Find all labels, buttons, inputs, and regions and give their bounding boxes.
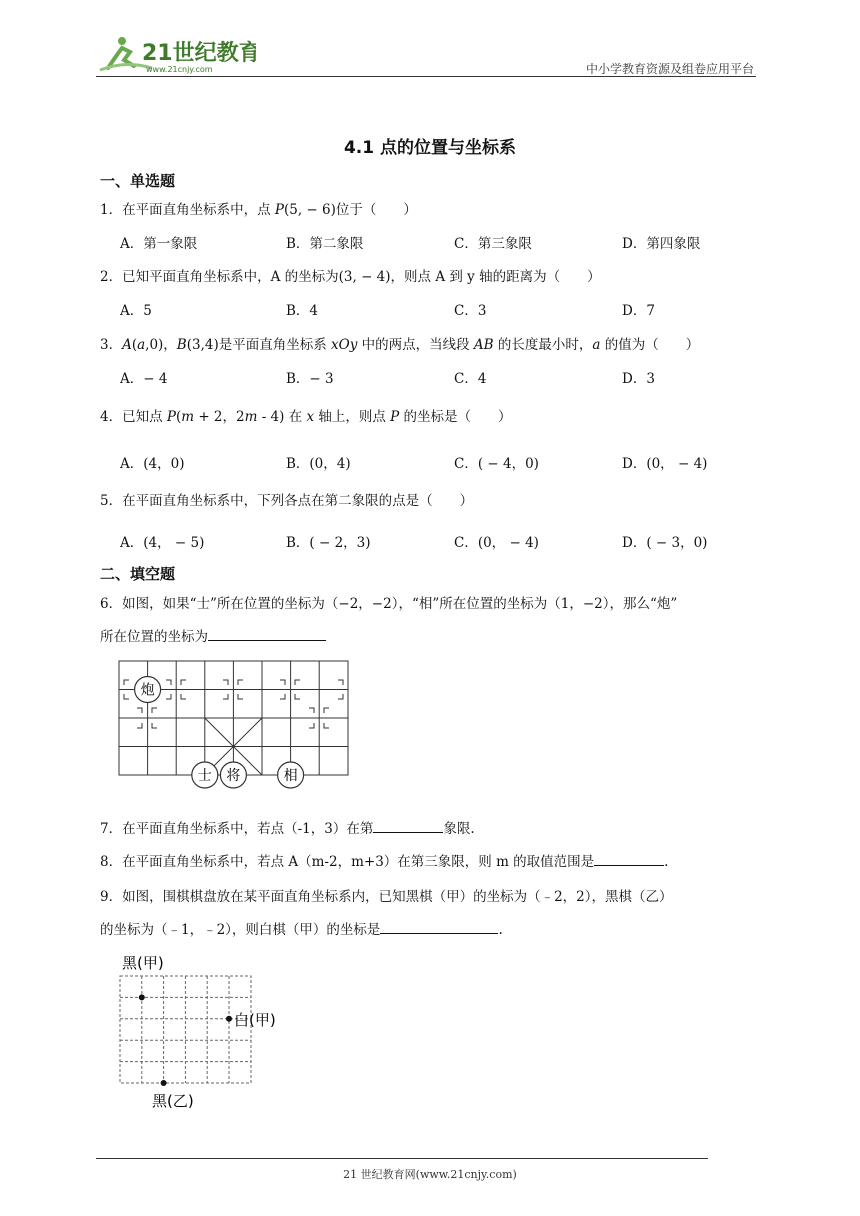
footer-text: 21 世纪教育网(www.21cnjy.com) bbox=[343, 1168, 517, 1181]
label-black-jia: 黑(甲) bbox=[122, 954, 164, 972]
header-divider bbox=[96, 76, 756, 77]
question-7 bbox=[100, 817, 475, 837]
go-board-svg bbox=[110, 950, 310, 1115]
q5-option-b: B．( − 2，3) bbox=[286, 535, 371, 551]
chess-board-figure bbox=[118, 660, 350, 790]
question-7-text-a: 7．在平面直角坐标系中，若点（-1，3）在第 bbox=[100, 821, 374, 837]
q4-option-d: D．(0， − 4) bbox=[622, 456, 708, 472]
q2-option-d: D．7 bbox=[622, 303, 655, 319]
section-single-choice: 一、单选题 bbox=[100, 172, 176, 190]
black-stone-jia bbox=[139, 994, 145, 1000]
question-9-line2 bbox=[100, 918, 503, 938]
chess-piece-xiang bbox=[278, 762, 304, 788]
label-white-jia: 白(甲) bbox=[234, 1011, 276, 1029]
q4-option-b: B．(0，4) bbox=[286, 456, 351, 472]
question-6-line1: 6．如图，如果“士”所在位置的坐标为（−2，−2），“相”所在位置的坐标为（1，−2），那么“炮” bbox=[100, 596, 678, 612]
q1-option-b: B．第二象限 bbox=[286, 236, 364, 252]
header-platform-text: 中小学教育资源及组卷应用平台 bbox=[585, 62, 754, 76]
q3-option-c: C．4 bbox=[454, 371, 487, 387]
logo-text: 21世纪教育 bbox=[142, 41, 256, 66]
section-fill-in: 二、填空题 bbox=[100, 565, 176, 583]
q1-option-c: C．第三象限 bbox=[454, 236, 532, 252]
piece-label-shi: 士 bbox=[197, 768, 212, 784]
question-9-text-b: . bbox=[498, 922, 503, 938]
q2-option-a: A．5 bbox=[120, 303, 152, 319]
chess-piece-pao bbox=[135, 677, 161, 703]
q2-option-b: B．4 bbox=[286, 303, 319, 319]
footer-divider bbox=[96, 1158, 708, 1159]
question-4: 4．已知点 𝑃(𝑚 + 2，2𝑚 ‑ 4) 在 𝑥 轴上，则点 𝑃 的坐标是（ ） bbox=[100, 409, 512, 425]
question-2: 2．已知平面直角坐标系中，A 的坐标为(3, − 4)，则点 A 到 y 轴的距离为（ ） bbox=[100, 269, 601, 285]
go-board-figure bbox=[110, 950, 310, 1115]
label-black-yi: 黑(乙) bbox=[152, 1092, 194, 1110]
white-stone-jia bbox=[226, 1016, 232, 1022]
q5-option-a: A．(4， − 5) bbox=[120, 535, 205, 551]
piece-label-jiang: 将 bbox=[226, 768, 241, 784]
question-8-text-b: . bbox=[664, 854, 669, 870]
question-1: 1．在平面直角坐标系中，点 𝑃(5, − 6)位于（ ） bbox=[100, 202, 417, 218]
answer-blank-8[interactable] bbox=[594, 851, 664, 866]
chess-piece-shi bbox=[192, 762, 218, 788]
q4-option-c: C．( − 4，0) bbox=[454, 456, 539, 472]
q1-option-a: A．第一象限 bbox=[120, 236, 198, 252]
chess-piece-jiang bbox=[220, 762, 246, 788]
q5-option-c: C．(0， − 4) bbox=[454, 535, 539, 551]
question-8-text-a: 8．在平面直角坐标系中，若点 A（m-2，m+3）在第三象限，则 m 的取值范围是 bbox=[100, 854, 595, 870]
q5-option-d: D．( − 3，0) bbox=[622, 535, 708, 551]
question-9-line1: 9．如图，围棋棋盘放在某平面直角坐标系内，已知黑棋（甲）的坐标为（﹣2，2），黑棋（乙） bbox=[100, 889, 673, 905]
page-title: 4.1 点的位置与坐标系 bbox=[343, 138, 517, 158]
q3-option-b: B．− 3 bbox=[286, 371, 334, 387]
q4-option-a: A．(4，0) bbox=[120, 456, 185, 472]
black-stone-yi bbox=[161, 1080, 167, 1086]
q3-option-a: A．− 4 bbox=[120, 371, 168, 387]
question-8 bbox=[100, 850, 668, 870]
q2-option-c: C．3 bbox=[454, 303, 487, 319]
q1-option-d: D．第四象限 bbox=[622, 236, 701, 252]
logo-url: www.21cnjy.com bbox=[146, 65, 213, 74]
q3-option-d: D．3 bbox=[622, 371, 655, 387]
piece-label-xiang: 相 bbox=[283, 768, 298, 784]
question-7-text-b: 象限. bbox=[443, 821, 475, 837]
question-5: 5．在平面直角坐标系中，下列各点在第二象限的点是（ ） bbox=[100, 493, 474, 509]
answer-blank-6[interactable] bbox=[208, 626, 326, 641]
chess-board-svg bbox=[118, 660, 350, 790]
question-9-text-a: 的坐标为（﹣1，﹣2），则白棋（甲）的坐标是 bbox=[100, 922, 381, 938]
answer-blank-7[interactable] bbox=[373, 818, 443, 833]
logo bbox=[96, 30, 256, 76]
answer-blank-9[interactable] bbox=[380, 919, 498, 934]
question-6-line2 bbox=[100, 625, 326, 645]
question-6-text: 所在位置的坐标为 bbox=[100, 629, 208, 645]
piece-label-pao: 炮 bbox=[140, 682, 155, 699]
question-3: 3．𝐴(𝑎,0)，𝐵(3,4)是平面直角坐标系 𝑥𝑂𝑦 中的两点，当线段 𝐴𝐵 的长度最小时，𝑎 的值为（ ） bbox=[100, 337, 700, 353]
